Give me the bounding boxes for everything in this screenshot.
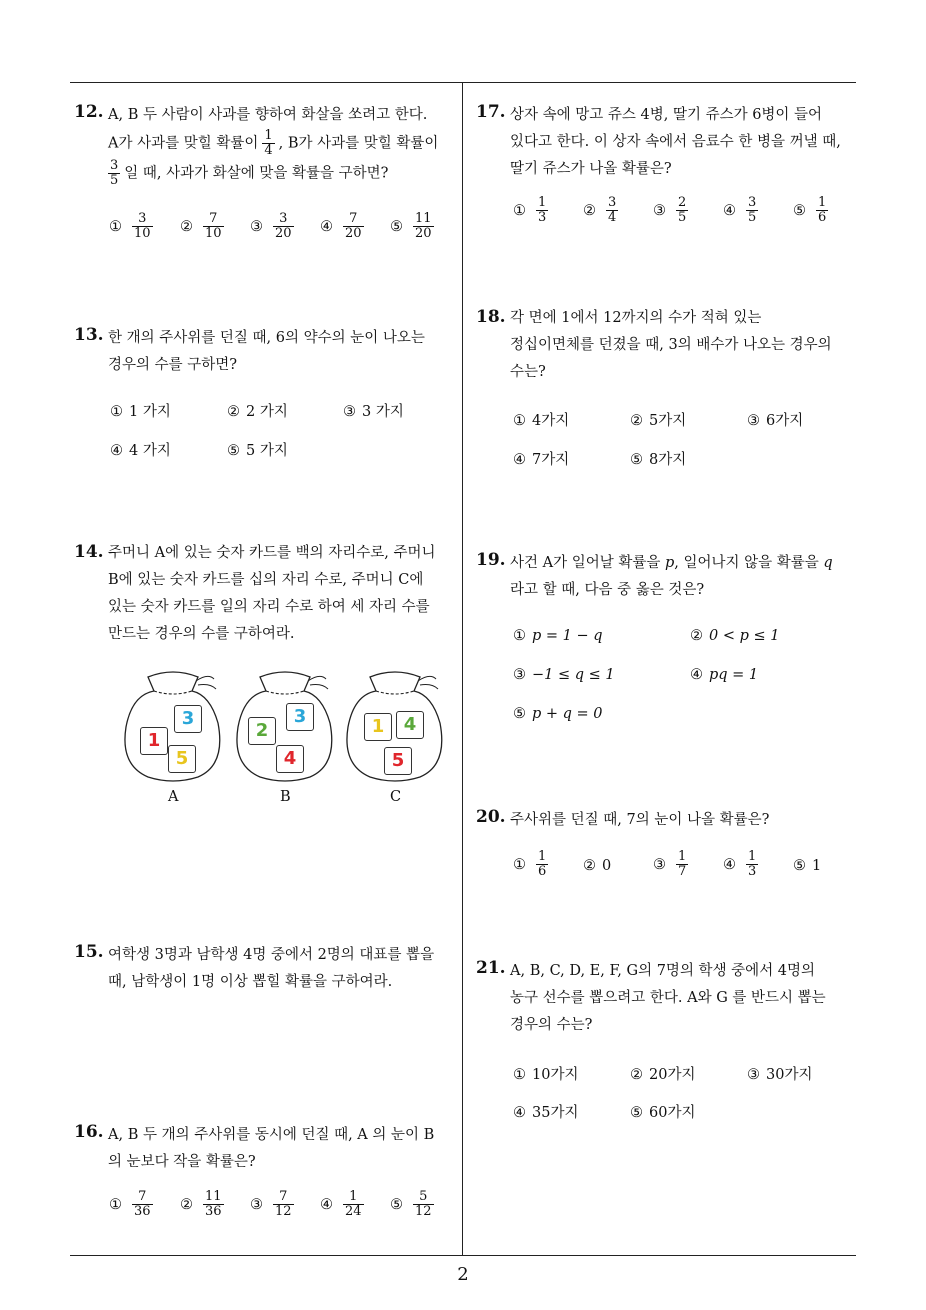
- q17-option-1[interactable]: [513, 196, 552, 225]
- choice-mark: ④: [513, 1105, 526, 1121]
- bag-C: [340, 665, 450, 805]
- fraction: $\frac{5}{12}$: [415, 1189, 432, 1219]
- top-rule: [70, 82, 856, 83]
- choice-mark: ③: [653, 856, 666, 873]
- question-text: 사건 A가 일어날 확률을 p, 일어나지 않을 확률을 q 라고 할 때, 다음 중 옳은 것은?: [510, 555, 833, 598]
- choice-mark: ①: [110, 404, 123, 420]
- choice-mark: ③: [747, 413, 760, 429]
- choice-mark: ①: [109, 218, 122, 235]
- q12-option-2[interactable]: [180, 212, 228, 241]
- choice-mark: ⑤: [630, 452, 643, 468]
- choice-mark: ①: [513, 856, 526, 873]
- question-text: A, B 두 개의 주사위를 동시에 던질 때, A 의 눈이 B 의 눈보다 작을 확률은?: [108, 1127, 435, 1170]
- number-card: 1: [140, 727, 168, 755]
- q20-option-4[interactable]: [723, 850, 762, 879]
- fraction: $\frac{3}{5}$: [110, 158, 119, 188]
- question-text: A, B 두 사람이 사과를 향하여 화살을 쏘려고 한다. A가 사과를 맞힐 확률이 $\frac{1}{4}$ , B가 사과를 맞힐 확률이 $\frac{3}{5}$ 일 때, 사과가 화살에 맞을 확률을 구하면?: [108, 107, 439, 188]
- choice-mark: ③: [747, 1067, 760, 1083]
- choice-mark: ③: [513, 667, 526, 683]
- choice-mark: ①: [513, 202, 526, 219]
- number-card: 5: [384, 747, 412, 775]
- fraction: $\frac{1}{3}$: [748, 849, 757, 879]
- choice-mark: ⑤: [793, 202, 806, 219]
- fraction: $\frac{1}{24}$: [345, 1189, 362, 1219]
- q12-option-3[interactable]: [250, 212, 298, 241]
- q20-option-1[interactable]: [513, 850, 552, 879]
- fraction: $\frac{3}{10}$: [134, 211, 151, 241]
- question-text: 주사위를 던질 때, 7의 눈이 나올 확률은?: [510, 812, 770, 828]
- choice-mark: ⑤: [390, 218, 403, 235]
- fraction: $\frac{1}{6}$: [538, 849, 547, 879]
- number-card: 4: [276, 745, 304, 773]
- choice-mark: ③: [250, 1196, 263, 1213]
- fraction: $\frac{7}{12}$: [275, 1189, 292, 1219]
- q19-option-4[interactable]: ④ pq = 1: [690, 667, 759, 683]
- question-number: 17.: [476, 102, 506, 122]
- choice-mark: ①: [109, 1196, 122, 1213]
- number-card: 3: [174, 705, 202, 733]
- choice-mark: ④: [723, 856, 736, 873]
- fraction: $\frac{1}{6}$: [818, 195, 827, 225]
- fraction: $\frac{1}{3}$: [538, 195, 547, 225]
- q16-option-5[interactable]: [390, 1190, 438, 1219]
- number-card: 4: [396, 711, 424, 739]
- question-text: 주머니 A에 있는 숫자 카드를 백의 자리수로, 주머니 B에 있는 숫자 카드를 십의 자리 수로, 주머니 C에 있는 숫자 카드를 일의 자리 수로 하여 세 자리 수를 만드는 경우의 수를 구하여라.: [108, 545, 436, 642]
- choice-mark: ④: [690, 667, 703, 683]
- choice-mark: ④: [320, 1196, 333, 1213]
- q21-option-3[interactable]: ③ 30가지: [747, 1067, 813, 1083]
- fraction: $\frac{7}{20}$: [345, 211, 362, 241]
- fraction: $\frac{7}{10}$: [205, 211, 222, 241]
- question-number: 16.: [74, 1122, 104, 1142]
- q16-option-3[interactable]: [250, 1190, 298, 1219]
- q18-option-3[interactable]: ③ 6가지: [747, 413, 804, 429]
- column-divider: [462, 82, 463, 1256]
- q17-option-3[interactable]: [653, 196, 692, 225]
- q17-option-2[interactable]: [583, 196, 622, 225]
- choice-mark: ⑤: [390, 1196, 403, 1213]
- q21-option-5[interactable]: ⑤ 60가지: [630, 1105, 696, 1121]
- choice-mark: ②: [690, 628, 703, 644]
- choice-mark: ③: [653, 202, 666, 219]
- q18-option-1[interactable]: ① 4가지: [513, 413, 570, 429]
- question-number: 14.: [74, 542, 104, 562]
- question-number: 15.: [74, 942, 104, 962]
- choice-mark: ⑤: [227, 443, 240, 459]
- q17-option-5[interactable]: [793, 196, 832, 225]
- question-text: 각 면에 1에서 12까지의 수가 적혀 있는 정십이면체를 던졌을 때, 3의 배수가 나오는 경우의 수는?: [510, 310, 832, 380]
- number-card: 1: [364, 713, 392, 741]
- q19-option-2[interactable]: ② 0 < p ≤ 1: [690, 628, 780, 644]
- choice-mark: ③: [250, 218, 263, 235]
- choice-mark: ②: [180, 1196, 193, 1213]
- q16-option-1[interactable]: [109, 1190, 157, 1219]
- q13-option-4[interactable]: ④ 4 가지: [110, 443, 171, 459]
- bag-label: A: [168, 789, 179, 805]
- number-card: 3: [286, 703, 314, 731]
- q13-option-5[interactable]: ⑤ 5 가지: [227, 443, 288, 459]
- q19-option-3[interactable]: ③ −1 ≤ q ≤ 1: [513, 667, 615, 683]
- question-text: A, B, C, D, E, F, G의 7명의 학생 중에서 4명의 농구 선수를 뽑으려고 한다. A와 G 를 반드시 뽑는 경우의 수는?: [510, 963, 826, 1033]
- fraction: $\frac{3}{4}$: [608, 195, 617, 225]
- question-number: 13.: [74, 325, 104, 345]
- q19-option-5[interactable]: ⑤ p + q = 0: [513, 706, 603, 722]
- choice-mark: ②: [630, 1067, 643, 1083]
- q13-option-2[interactable]: ② 2 가지: [227, 404, 288, 420]
- bag-label: B: [280, 789, 291, 805]
- choice-mark: ②: [583, 858, 596, 874]
- fraction: $\frac{3}{20}$: [275, 211, 292, 241]
- q18-option-5[interactable]: ⑤ 8가지: [630, 452, 687, 468]
- number-card: 2: [248, 717, 276, 745]
- q16-option-2[interactable]: [180, 1190, 228, 1219]
- question-text: 상자 속에 망고 쥬스 4병, 딸기 쥬스가 6병이 들어 있다고 한다. 이 상자 속에서 음료수 한 병을 꺼낼 때, 딸기 쥬스가 나올 확률은?: [510, 107, 841, 177]
- q21-option-4[interactable]: ④ 35가지: [513, 1105, 579, 1121]
- q21-option-1[interactable]: ① 10가지: [513, 1067, 579, 1083]
- q12-option-5[interactable]: [390, 212, 438, 241]
- q20-option-5[interactable]: ⑤ 1: [793, 858, 822, 874]
- fraction: $\frac{3}{5}$: [748, 195, 757, 225]
- bag-A: [118, 665, 228, 805]
- choice-mark: ①: [513, 1067, 526, 1083]
- q19-option-1[interactable]: ① p = 1 − q: [513, 628, 603, 644]
- q17-option-4[interactable]: [723, 196, 762, 225]
- q12-option-4[interactable]: [320, 212, 368, 241]
- bottom-rule: [70, 1255, 856, 1256]
- q20-option-3[interactable]: [653, 850, 692, 879]
- q16-option-4[interactable]: [320, 1190, 368, 1219]
- q20-option-2[interactable]: ② 0: [583, 858, 612, 874]
- question-text: 여학생 3명과 남학생 4명 중에서 2명의 대표를 뽑을 때, 남학생이 1명 이상 뽑힐 확률을 구하여라.: [108, 947, 435, 990]
- q12-option-1[interactable]: [109, 212, 157, 241]
- question-number: 20.: [476, 807, 506, 827]
- question-number: 18.: [476, 307, 506, 327]
- choice-mark: ②: [227, 404, 240, 420]
- bag-B: [230, 665, 340, 805]
- page-number: 2: [457, 1264, 469, 1285]
- choice-mark: ⑤: [513, 706, 526, 722]
- choice-mark: ①: [513, 413, 526, 429]
- fraction: $\frac{1}{7}$: [678, 849, 687, 879]
- choice-mark: ⑤: [630, 1105, 643, 1121]
- choice-mark: ②: [583, 202, 596, 219]
- choice-mark: ①: [513, 628, 526, 644]
- fraction: $\frac{11}{20}$: [415, 211, 432, 241]
- choice-mark: ②: [630, 413, 643, 429]
- choice-mark: ②: [180, 218, 193, 235]
- fraction: $\frac{1}{4}$: [264, 128, 273, 158]
- q18-option-4[interactable]: ④ 7가지: [513, 452, 570, 468]
- q13-option-3[interactable]: ③ 3 가지: [343, 404, 404, 420]
- question-number: 21.: [476, 958, 506, 978]
- number-card: 5: [168, 745, 196, 773]
- choice-mark: ⑤: [793, 858, 806, 874]
- q21-option-2[interactable]: ② 20가지: [630, 1067, 696, 1083]
- choice-mark: ④: [723, 202, 736, 219]
- question-text: 한 개의 주사위를 던질 때, 6의 약수의 눈이 나오는 경우의 수를 구하면?: [108, 330, 425, 373]
- choice-mark: ③: [343, 404, 356, 420]
- fraction: $\frac{11}{36}$: [205, 1189, 222, 1219]
- q18-option-2[interactable]: ② 5가지: [630, 413, 687, 429]
- fraction: $\frac{7}{36}$: [134, 1189, 151, 1219]
- question-number: 12.: [74, 102, 104, 122]
- choice-mark: ④: [110, 443, 123, 459]
- choice-mark: ④: [513, 452, 526, 468]
- bag-label: C: [390, 789, 402, 805]
- choice-mark: ④: [320, 218, 333, 235]
- q13-option-1[interactable]: ① 1 가지: [110, 404, 171, 420]
- question-number: 19.: [476, 550, 506, 570]
- fraction: $\frac{2}{5}$: [678, 195, 687, 225]
